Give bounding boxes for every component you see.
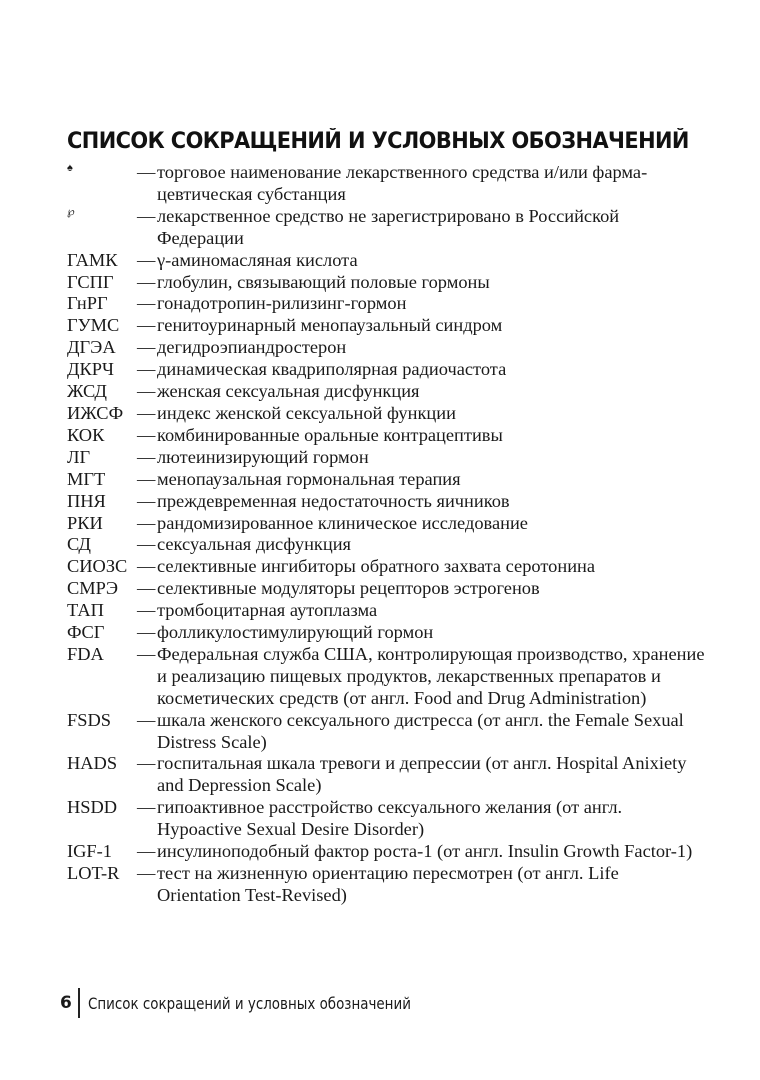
list-item-dash: — <box>137 556 156 577</box>
list-item-term: ГСПГ <box>67 271 114 292</box>
list-item <box>67 337 707 359</box>
list-item-definition: преждевременная недостаточность яичников <box>157 490 510 511</box>
list-item-dash: — <box>137 622 156 643</box>
list-item-term: СД <box>67 534 91 555</box>
list-item-definition: менопаузальная гормональная терапия <box>157 468 461 489</box>
list-item-term: LOT-R <box>67 863 120 883</box>
list-item-term: ДКРЧ <box>67 359 114 380</box>
list-item-dash: — <box>137 205 156 226</box>
list-item-dash: — <box>137 578 156 599</box>
list-item-term: ТАП <box>67 600 104 621</box>
list-item <box>67 556 707 578</box>
list-item-dash: — <box>137 490 156 511</box>
list-item-dash: — <box>137 381 156 402</box>
list-item-definition: женская сексуальная дисфункция <box>157 381 420 402</box>
list-item-dash: — <box>137 359 156 380</box>
list-item-definition: комбинированные оральные контрацептивы <box>157 424 503 445</box>
list-item-dash: — <box>137 162 156 182</box>
list-item <box>67 272 707 294</box>
list-item-dash: — <box>137 424 156 445</box>
list-item <box>67 250 707 272</box>
list-item-definition: сексуальная дисфункция <box>157 534 352 555</box>
list-item-dash: — <box>137 402 156 423</box>
list-item-term: HSDD <box>67 797 118 818</box>
list-item-definition: дегидроэпиандростерон <box>157 337 347 358</box>
list-item-definition: γ-аминомасляная кислота <box>157 249 358 270</box>
list-item-definition: тромбоцитарная аутоплазма <box>157 600 378 621</box>
list-item <box>67 425 707 447</box>
list-item-term: ПНЯ <box>67 490 106 511</box>
footer-divider <box>78 988 80 1018</box>
list-item-term: ГнРГ <box>67 293 108 314</box>
list-item-dash: — <box>137 863 156 883</box>
list-item-term: СИОЗС <box>67 556 128 577</box>
list-item <box>67 513 707 535</box>
list-item-dash: — <box>137 271 156 292</box>
list-item-term: КОК <box>67 424 105 445</box>
list-item-term: ФСГ <box>67 622 105 643</box>
list-item-dash: — <box>137 797 156 818</box>
list-item <box>67 534 707 556</box>
list-item-definition: шкала женского сексуального дистресса (от англ. the Female Sexual Distress Scale) <box>157 709 684 752</box>
list-item-dash: — <box>137 337 156 358</box>
list-item <box>67 863 707 907</box>
list-item-term: ЖСД <box>67 381 107 402</box>
list-item-term: ДГЭА <box>67 337 116 358</box>
list-item-term: ИЖСФ <box>67 402 124 423</box>
list-item-dash: — <box>137 293 156 314</box>
list-item <box>67 753 707 797</box>
list-item <box>67 162 707 206</box>
list-item-term <box>67 206 137 228</box>
list-item <box>67 578 707 600</box>
list-item-definition: гипоактивное расстройство сексуального желания (от англ. Hypoactive Sexual Desire Disorder) <box>157 797 623 840</box>
list-item-definition: селективные ингибиторы обратного захвата серотонина <box>157 556 596 577</box>
list-item-term: FDA <box>67 643 104 664</box>
list-item-definition: глобулин, связывающий половые гормоны <box>157 271 490 292</box>
page-number: 6 <box>60 993 72 1013</box>
list-item-term: МГТ <box>67 468 106 489</box>
list-item-dash: — <box>137 512 156 533</box>
list-item <box>67 403 707 425</box>
list-item-term: ГАМК <box>67 249 118 270</box>
list-item-definition: лютеинизирующий гормон <box>157 446 369 467</box>
list-item-definition: гонадотропин-рилизинг-гормон <box>157 293 407 314</box>
list-item-definition: лекарственное средство не зарегистрировано в Российской Федерации <box>157 205 620 248</box>
list-item <box>67 315 707 337</box>
unregistered-drug-symbol-icon: ℘ <box>67 205 75 218</box>
list-item <box>67 841 707 863</box>
list-item <box>67 469 707 491</box>
abbreviation-list <box>67 162 707 907</box>
list-item-definition: селективные модуляторы рецепторов эстрогенов <box>157 578 540 599</box>
list-item-definition: рандомизированное клиническое исследование <box>157 512 528 533</box>
list-item-dash: — <box>137 753 156 774</box>
list-item-term: IGF-1 <box>67 841 112 862</box>
list-item-dash: — <box>137 468 156 489</box>
list-item <box>67 644 707 710</box>
list-item-term: РКИ <box>67 512 103 533</box>
trademark-drug-symbol-icon: ♠ <box>67 162 73 174</box>
list-item-definition: генитоуринарный менопаузальный синдром <box>157 315 503 336</box>
list-item <box>67 491 707 513</box>
running-footer-title: Список сокращений и условных обозначений <box>87 993 411 1013</box>
list-item <box>67 293 707 315</box>
list-item-dash: — <box>137 534 156 555</box>
list-item-dash: — <box>137 315 156 336</box>
list-item-definition: тест на жизненную ориентацию пересмотрен (от англ. Life Orientation Test-Revised) <box>157 863 619 905</box>
list-item-term: СМРЭ <box>67 578 118 599</box>
list-item-term <box>67 162 137 184</box>
list-item-definition: фолликулостимулирующий гормон <box>157 622 434 643</box>
list-item <box>67 206 707 250</box>
list-item-term: ЛГ <box>67 446 91 467</box>
list-item <box>67 710 707 754</box>
list-item-dash: — <box>137 600 156 621</box>
list-item-term: FSDS <box>67 709 111 730</box>
list-item-dash: — <box>137 446 156 467</box>
list-item <box>67 447 707 469</box>
list-item <box>67 600 707 622</box>
list-item-definition: индекс женской сексуальной функции <box>157 402 456 423</box>
list-item <box>67 381 707 403</box>
page-footer <box>60 988 472 1018</box>
list-item-term: HADS <box>67 753 118 774</box>
list-item-definition: Федеральная служба США, контролирующая производство, хранение и реализацию пищевых продуктов, лекарственных препаратов и косметических средств (от англ. Food and Drug Administration) <box>157 643 705 708</box>
list-item-dash: — <box>137 709 156 730</box>
list-item <box>67 622 707 644</box>
list-item-definition: госпитальная шкала тревоги и депрессии (от англ. Hospital Anixiety and Depression Scale) <box>157 753 687 796</box>
list-item-definition: торговое наименование лекарственного средства и/или фарма-цевтическая субстанция <box>157 162 648 204</box>
list-item <box>67 359 707 381</box>
list-item-term: ГУМС <box>67 315 120 336</box>
list-item-definition: динамическая квадриполярная радиочастота <box>157 359 507 380</box>
list-item-dash: — <box>137 643 156 664</box>
page-title: СПИСОК СОКРАЩЕНИЙ И УСЛОВНЫХ ОБОЗНАЧЕНИЙ <box>67 128 689 154</box>
list-item-dash: — <box>137 841 156 862</box>
list-item <box>67 797 707 841</box>
list-item-dash: — <box>137 249 156 270</box>
list-item-definition: инсулиноподобный фактор роста-1 (от англ. Insulin Growth Factor-1) <box>157 841 693 862</box>
